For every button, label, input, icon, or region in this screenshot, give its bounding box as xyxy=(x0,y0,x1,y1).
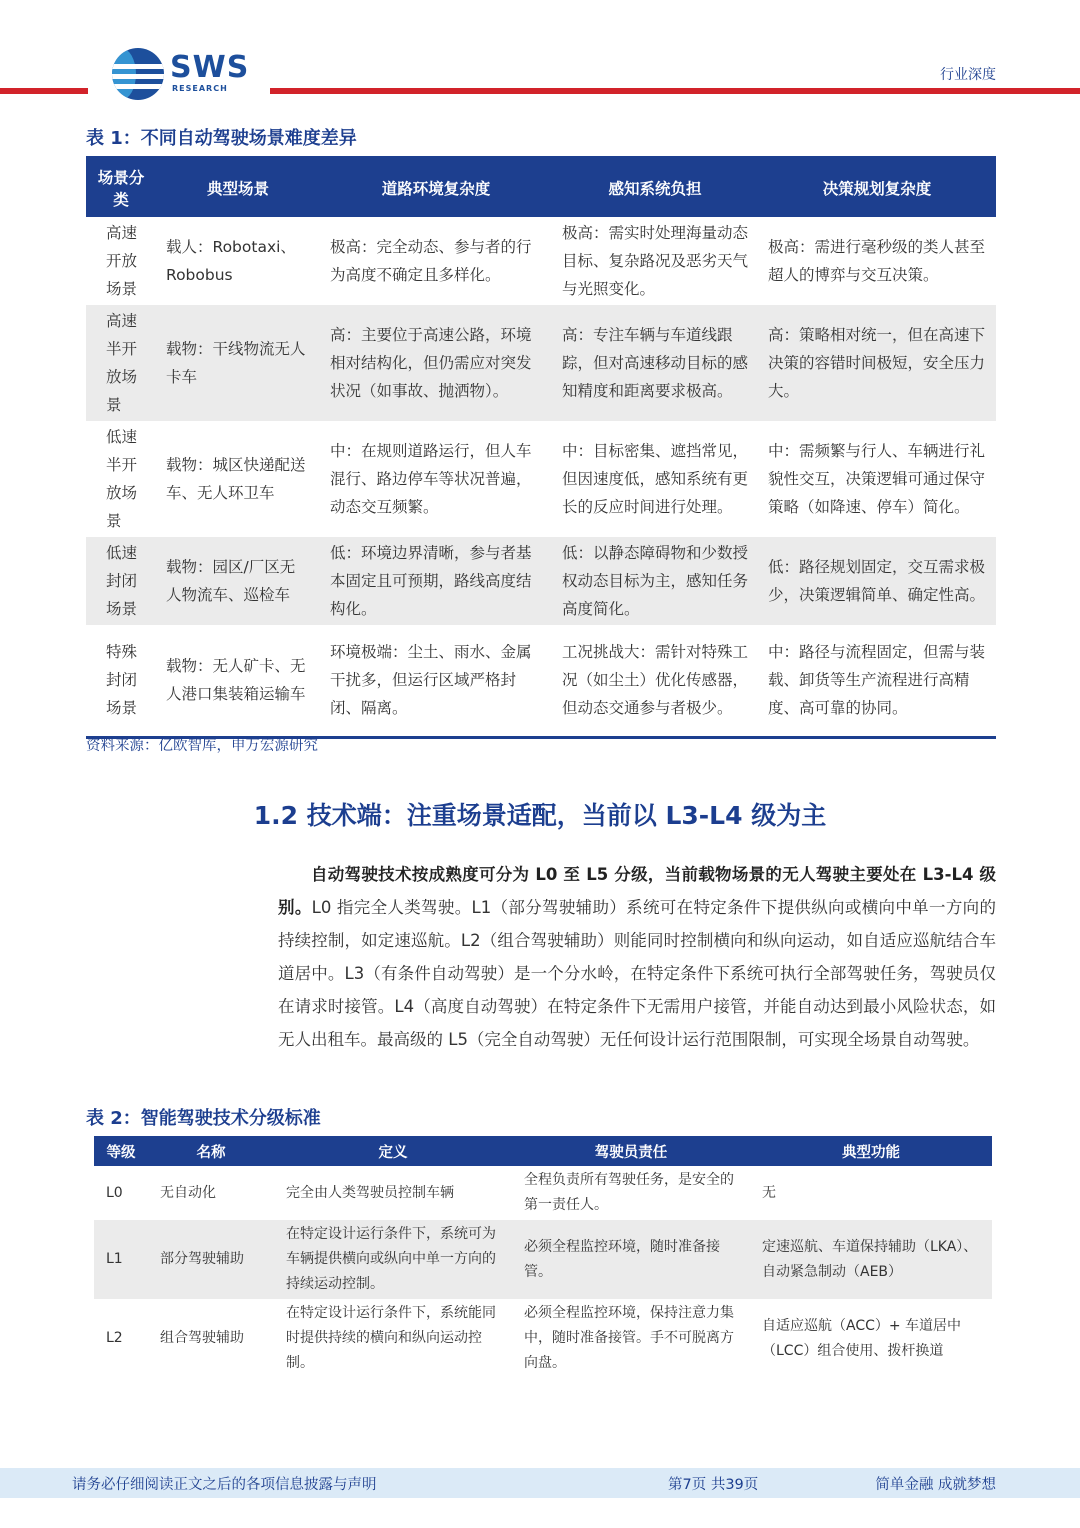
column-header: 典型场景 xyxy=(156,158,320,218)
table-row xyxy=(94,1166,992,1220)
table-cell: 特殊封闭场景 xyxy=(86,625,156,737)
section-title: 1.2 技术端：注重场景适配，当前以 L3-L4 级为主 xyxy=(253,801,827,830)
table-cell: 中：需频繁与行人、车辆进行礼貌性交互，决策逻辑可通过保守策略（如降速、停车）简化。 xyxy=(768,442,986,516)
column-header: 典型功能 xyxy=(750,1136,992,1166)
header-rule-left xyxy=(0,88,88,94)
table-row xyxy=(94,1299,992,1378)
header-rule-right xyxy=(270,88,1080,94)
footer-slogan: 简单金融 成就梦想 xyxy=(875,1477,996,1493)
table-cell: 无自动化 xyxy=(160,1184,216,1201)
table1-caption: 表 1：不同自动驾驶场景难度差异 xyxy=(86,128,357,149)
table-cell: L2 xyxy=(106,1330,123,1346)
table-cell: 必须全程监控环境，保持注意力集中，随时准备接管。手不可脱离方向盘。 xyxy=(524,1305,734,1371)
table-cell: 必须全程监控环境，随时准备接管。 xyxy=(512,1220,750,1299)
table-cell: 定速巡航、车道保持辅助（LKA）、自动紧急制动（AEB） xyxy=(750,1220,992,1299)
table-cell: 部分驾驶辅助 xyxy=(148,1220,274,1299)
table-cell: 载人：Robotaxi、Robobus xyxy=(166,238,296,284)
table-cell: 完全由人类驾驶员控制车辆 xyxy=(286,1184,454,1201)
table-row xyxy=(86,305,996,421)
table1-source-note: 资料来源：亿欧智库，申万宏源研究 xyxy=(86,738,318,754)
paragraph-body: L0 指完全人类驾驶。L1（部分驾驶辅助）系统可在特定条件下提供纵向或横向中单一方向的持续控制，如定速巡航。L2（组合驾驶辅助）则能同时控制横向和纵向运动，如自适应巡航结合车道居中。L3（有条件自动驾驶）是一个分水岭，在特定条件下系统可执行全部驾驶任务，驾驶员仅在请求时接管。L4（高度自动驾驶）在特定条件下无需用户接管，并能自动达到最小风险状态，如无人出租车。最高级的 L5（完全自动驾驶）无任何设计运行范围限制，可实现全场景自动驾驶。 xyxy=(278,898,996,1049)
table-cell: 全程负责所有驾驶任务，是安全的第一责任人。 xyxy=(524,1172,734,1213)
table-row xyxy=(86,217,996,305)
table-cell: 极高：需实时处理海量动态目标、复杂路况及恶劣天气与光照变化。 xyxy=(562,224,749,298)
table-cell: 组合驾驶辅助 xyxy=(160,1330,244,1346)
table2-caption: 表 2：智能驾驶技术分级标准 xyxy=(86,1108,321,1129)
table-cell: 在特定设计运行条件下，系统可为车辆提供横向或纵向中单一方向的持续运动控制。 xyxy=(274,1220,512,1299)
table-cell: 在特定设计运行条件下，系统能同时提供持续的横向和纵向运动控制。 xyxy=(286,1305,496,1371)
table-cell: 低速半开放场景 xyxy=(106,428,138,530)
logo-text: SWS xyxy=(170,50,250,85)
table-cell: 工况挑战大：需针对特殊工况（如尘土）优化传感器，但动态交通参与者极少。 xyxy=(552,625,758,737)
table-row xyxy=(86,421,996,537)
table-cell: 低：路径规划固定，交互需求极少，决策逻辑简单、确定性高。 xyxy=(758,537,996,625)
column-header: 感知系统负担 xyxy=(552,158,758,218)
column-header: 场景分类 xyxy=(86,158,156,218)
logo-globe-icon xyxy=(112,48,164,100)
table-cell: 极高：需进行毫秒级的类人甚至超人的博弈与交互决策。 xyxy=(768,238,986,284)
page-footer xyxy=(0,1468,1080,1498)
footer-disclaimer: 请务必仔细阅读正文之后的各项信息披露与声明 xyxy=(72,1477,377,1493)
table-cell: 高：策略相对统一，但在高速下决策的容错时间极短，安全压力大。 xyxy=(758,305,996,421)
page-number: 第7页 共39页 xyxy=(668,1477,759,1493)
scenario-difficulty-table xyxy=(86,156,996,739)
table-cell: 中：在规则道路运行，但人车混行、路边停车等状况普遍，动态交互频繁。 xyxy=(330,442,532,516)
table-cell: 高速半开放场景 xyxy=(86,305,156,421)
table-cell: 高：专注车辆与车道线跟踪，但对高速移动目标的感知精度和距离要求极高。 xyxy=(552,305,758,421)
table-cell: 中：路径与流程固定，但需与装载、卸货等生产流程进行高精度、高可靠的协同。 xyxy=(758,625,996,737)
body-paragraph xyxy=(278,858,996,1056)
column-header: 定义 xyxy=(274,1136,512,1166)
table-cell: 高：主要位于高速公路，环境相对结构化，但仍需应对突发状况（如事故、抛洒物）。 xyxy=(320,305,552,421)
table-cell: 载物：城区快递配送车、无人环卫车 xyxy=(166,456,306,502)
driving-level-table xyxy=(94,1136,992,1378)
table-header-row xyxy=(86,158,996,218)
table-cell: 载物：干线物流无人卡车 xyxy=(156,305,320,421)
table-row xyxy=(86,537,996,625)
table-cell: 低速封闭场景 xyxy=(86,537,156,625)
column-header: 等级 xyxy=(94,1136,148,1166)
table-cell: 环境极端：尘土、雨水、金属干扰多，但运行区域严格封闭、隔离。 xyxy=(320,625,552,737)
sws-logo xyxy=(112,48,252,102)
paragraph-lead-bold: 自动驾驶技术按成熟度可分为 L0 至 L5 分级，当前载物场景的无人驾驶主要处在 L3-L4 级别。 xyxy=(278,865,996,917)
table-cell: 中：目标密集、遮挡常见，但因速度低，感知系统有更长的反应时间进行处理。 xyxy=(562,442,749,516)
logo-subtext: RESEARCH xyxy=(172,84,228,93)
column-header: 驾驶员责任 xyxy=(512,1136,750,1166)
table-cell: L0 xyxy=(106,1184,123,1201)
table-cell: 载物：园区/厂区无人物流车、巡检车 xyxy=(156,537,320,625)
document-type: 行业深度 xyxy=(940,67,996,83)
table-cell: 载物：无人矿卡、无人港口集装箱运输车 xyxy=(156,625,320,737)
table-cell: 低：环境边界清晰，参与者基本固定且可预期，路线高度结构化。 xyxy=(320,537,552,625)
table-cell: 自适应巡航（ACC）+ 车道居中（LCC）组合使用、拨杆换道 xyxy=(762,1317,962,1359)
table-cell: 低：以静态障碍物和少数授权动态目标为主，感知任务高度简化。 xyxy=(552,537,758,625)
column-header: 名称 xyxy=(148,1136,274,1166)
column-header: 道路环境复杂度 xyxy=(320,158,552,218)
table-cell: 极高：完全动态、参与者的行为高度不确定且多样化。 xyxy=(330,238,532,284)
table-row xyxy=(94,1220,992,1299)
table-row xyxy=(86,625,996,737)
table-cell: 高速开放场景 xyxy=(106,224,138,298)
table-header-row xyxy=(94,1136,992,1166)
table-cell: L1 xyxy=(94,1220,148,1299)
column-header: 决策规划复杂度 xyxy=(758,158,996,218)
table-cell: 无 xyxy=(762,1184,776,1201)
